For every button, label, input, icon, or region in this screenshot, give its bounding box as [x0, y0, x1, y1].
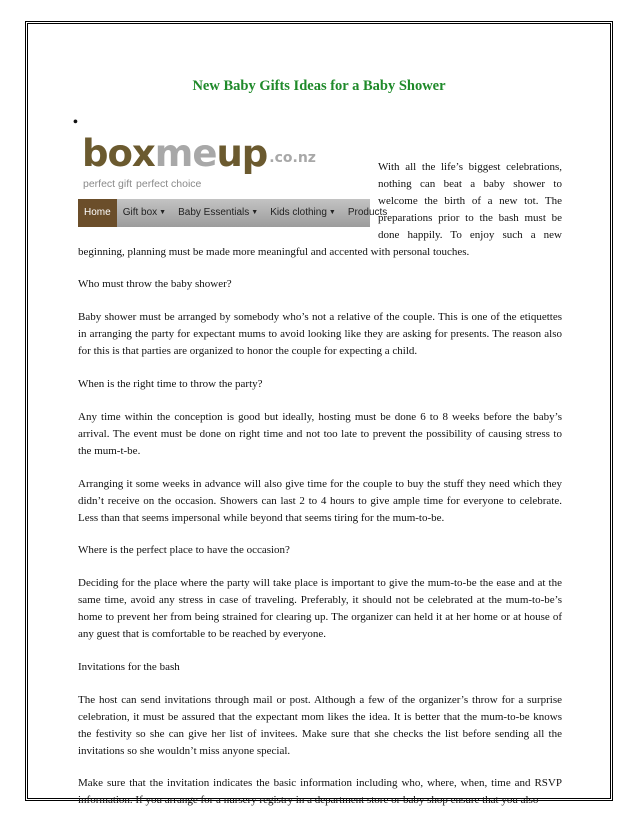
nav-label-baby-essentials: Baby Essentials	[178, 207, 250, 218]
paragraph-who: Baby shower must be arranged by somebody who’s not a relative of the couple. This is one of the etiquettes in arranging the party for expectant mums to avoid looking like they are asking for presents. The reason also for this is that parties are organized to honor the couple for expecting a child.	[78, 311, 562, 358]
nav-label-gift-box: Gift box	[122, 207, 158, 218]
nav-label-products: Products	[347, 207, 388, 218]
intro-paragraph: With all the life’s biggest celebrations, nothing can beat a baby shower to welcome the birth of a new tot. The preparations prior to the bash must be done happily. To enjoy such a new beginning, planning must be made more meaningful and accented with personal touches.	[78, 161, 562, 258]
tagline-part-2: perfect choice	[136, 178, 202, 190]
document-body	[78, 159, 562, 825]
nav-label-home: Home	[84, 207, 111, 218]
tagline-part-1: perfect gift	[83, 178, 133, 190]
section-heading-who: Who must throw the baby shower?	[78, 278, 232, 291]
caret-down-icon: ▼	[159, 209, 167, 216]
logo-part-up: up	[216, 132, 268, 175]
document-title: New Baby Gifts Ideas for a Baby Shower	[192, 78, 446, 94]
caret-down-icon: ▼	[328, 209, 336, 216]
nav-label-kids-clothing: Kids clothing	[270, 207, 327, 218]
paragraph-when-2: Arranging it some weeks in advance will also give time for the couple to buy the stuff they need which they didn’t receive on the occasion. Showers can last 2 to 4 hours to give ample time for everyone to celebrate. Less than that seems impersonal while beyond that seems tiring for the mum-to-be.	[78, 477, 562, 524]
paragraph-where: Deciding for the place where the party will take place is important to give the mum-to-be the ease and at the same time, avoid any stress in case of traveling. Preferably, it should not be celebrated at the mum-to-be’s home to prevent her from being strained for clearing up. The organizer can held it at her home or at house of any guest that is comfortable to be reached by everyone.	[78, 577, 562, 641]
paragraph-when-1: Any time within the conception is good but ideally, hosting must be done 6 to 8 weeks before the baby’s arrival. The event must be done on right time and not too late to prevent the possibility of causing stress to the mum-t-be.	[78, 410, 562, 457]
section-heading-invitations: Invitations for the bash	[78, 660, 180, 673]
logo-tld: .co.nz	[269, 150, 316, 166]
image-spacer	[78, 159, 378, 235]
logo-part-box: box	[82, 132, 155, 175]
bullet-mark: •	[73, 115, 78, 130]
section-heading-when: When is the right time to throw the party?	[78, 378, 263, 391]
caret-down-icon: ▼	[251, 209, 259, 216]
section-heading-where: Where is the perfect place to have the occasion?	[78, 544, 290, 557]
paragraph-invitations-2: Make sure that the invitation indicates the basic information including who, where, when, time and RSVP information. If you arrange for a nursery registry in a department store or baby shop ensure that you also	[78, 777, 562, 807]
logo-part-me: me	[154, 132, 217, 175]
paragraph-invitations-1: The host can send invitations through mail or post. Although a few of the organizer’s throw for a surprise celebration, it must be assured that the expectant mom likes the idea. It is better that the mum-to-be knows the festivity so she can give her list of invitees. Make sure that she checks the list before sending all the invitations so she wouldn’t miss anyone special.	[78, 693, 562, 757]
